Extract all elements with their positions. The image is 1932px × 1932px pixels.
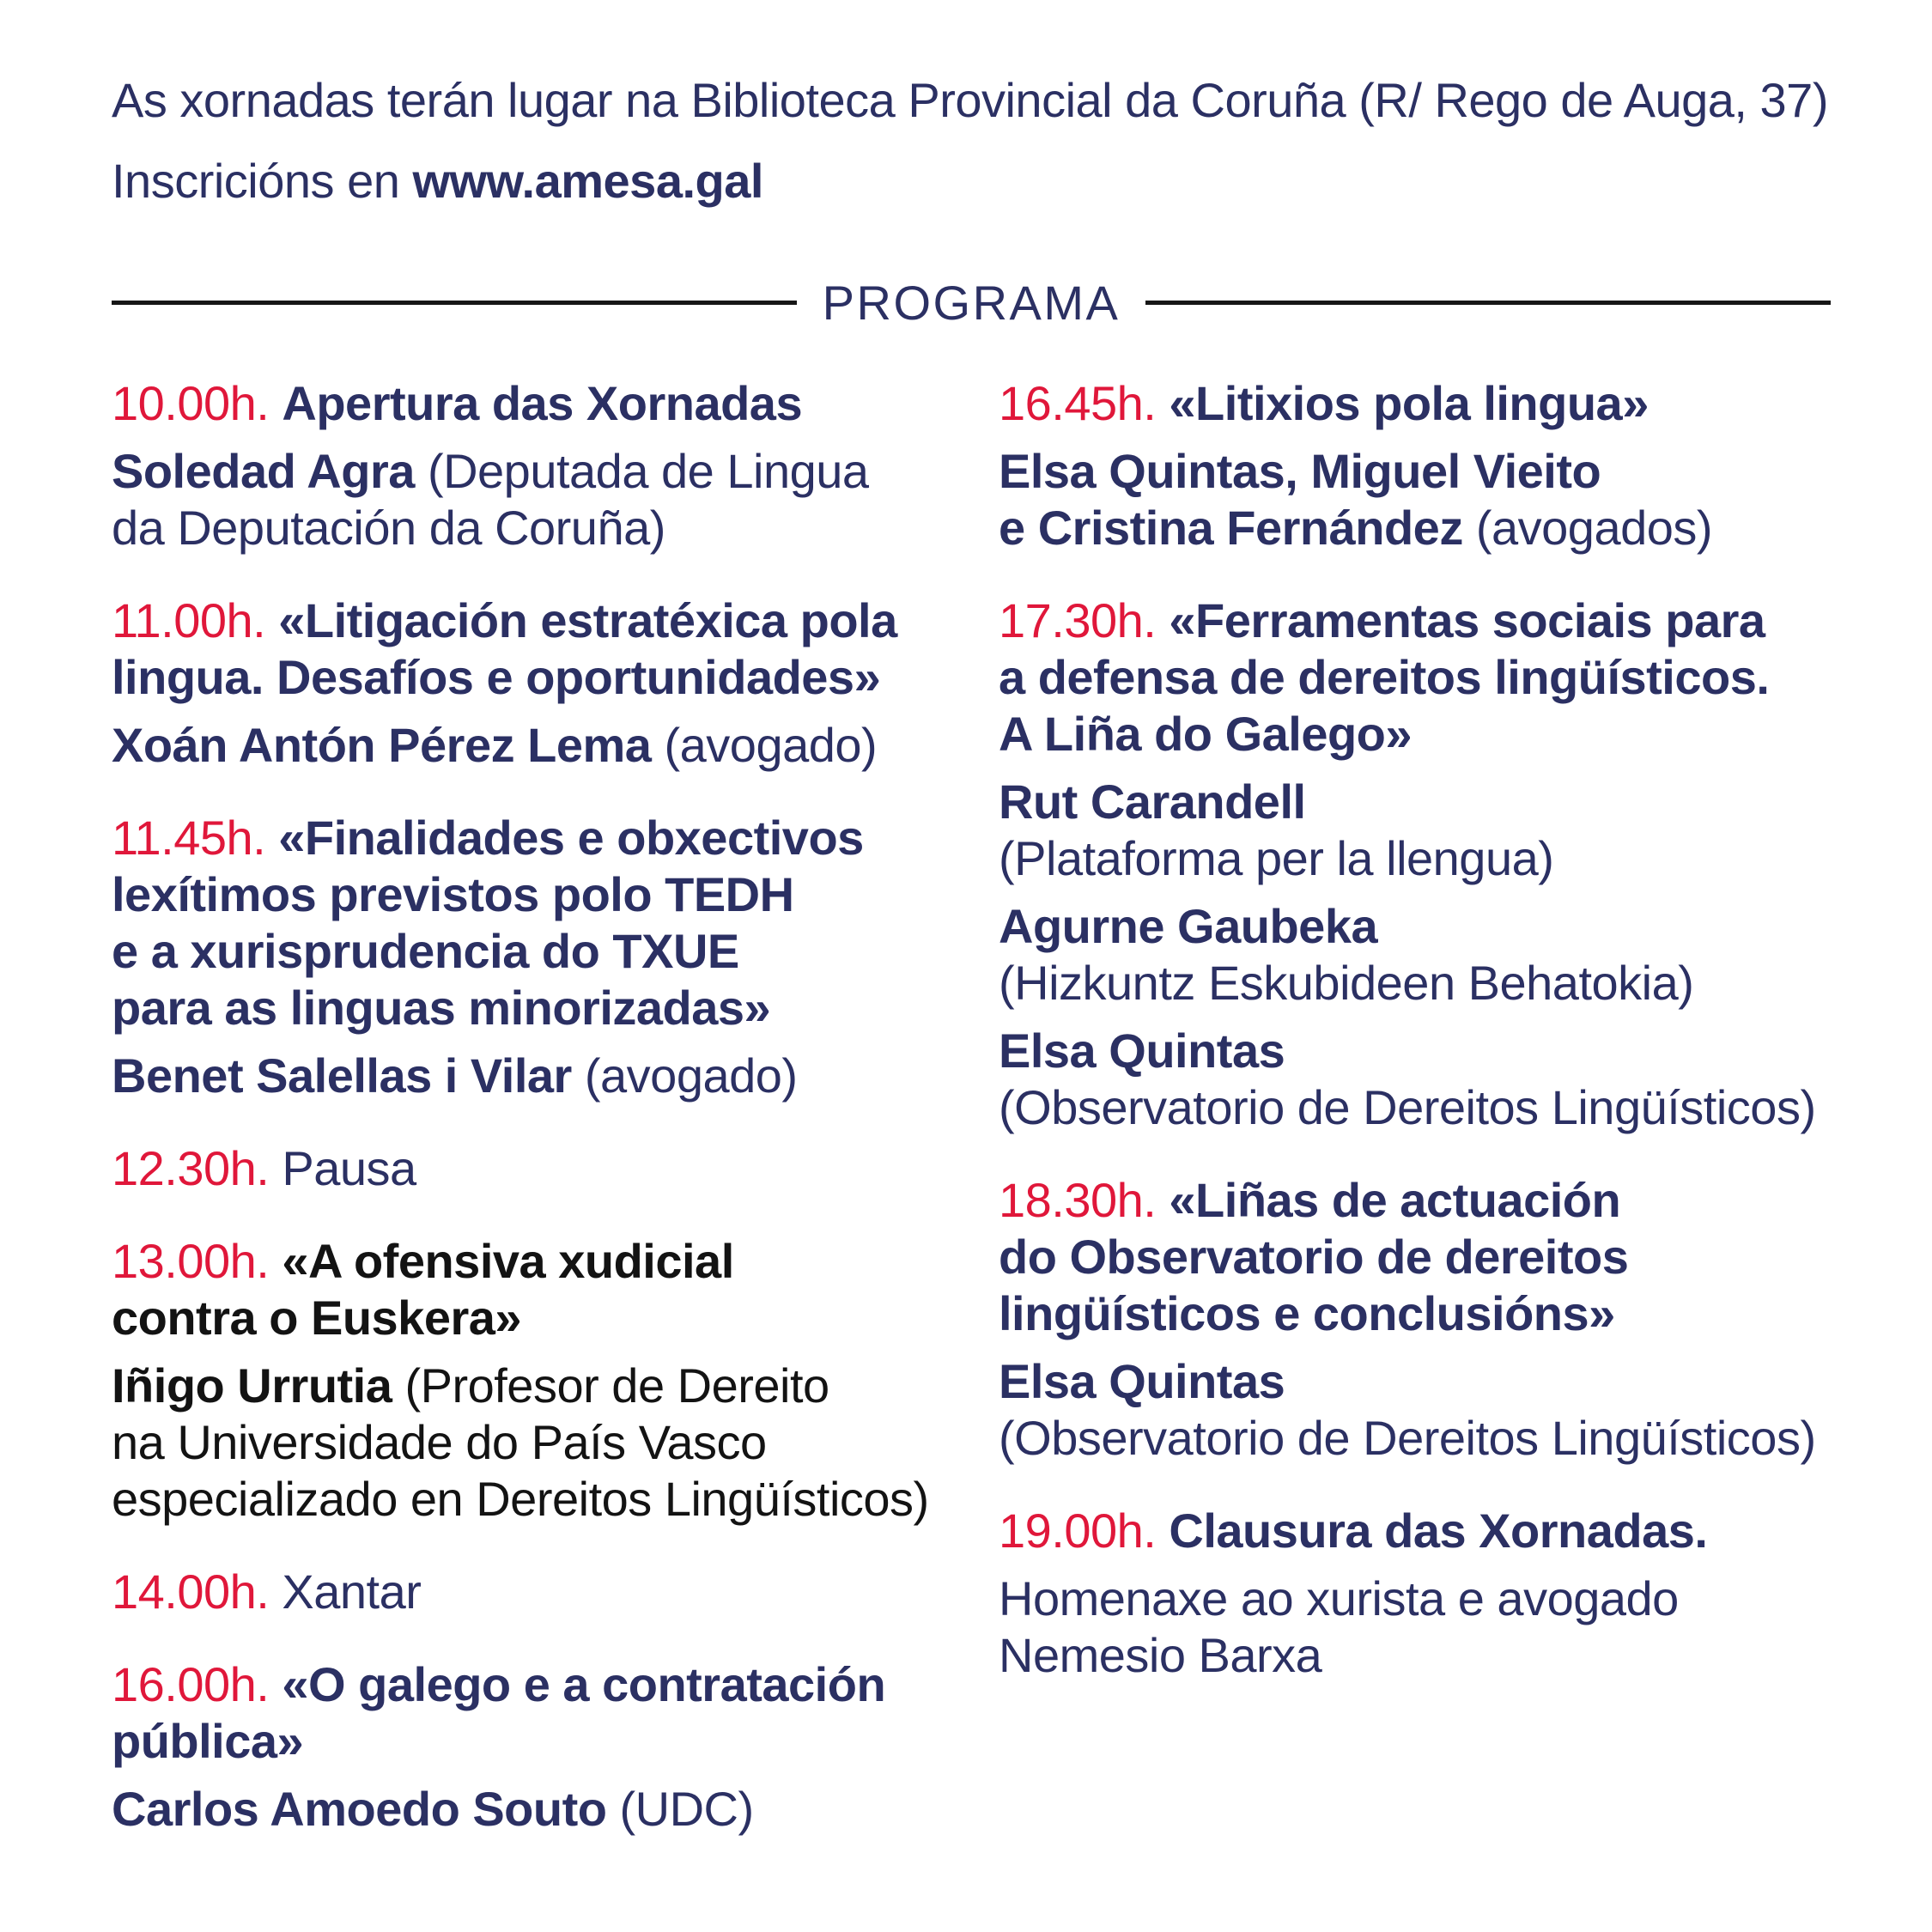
program-line [999,375,1831,432]
text-segment: especializado en Dereitos Lingüísticos) [112,1472,929,1526]
text-segment: Agurne Gaubeka [999,899,1378,953]
program-line [112,592,999,649]
program-entry [112,1140,999,1197]
program-line [112,1290,999,1346]
text-segment: (Observatorio de Dereitos Lingüísticos) [999,1411,1816,1465]
section-title: PROGRAMA [822,276,1121,330]
program-entry [999,1503,1831,1684]
program-line [999,443,1831,500]
text-segment: Benet Salellas i Vilar [112,1048,572,1103]
program-line [999,1285,1831,1342]
program-line [112,649,999,706]
text-segment: Soledad Agra [112,444,415,498]
text-segment: (avogado) [651,718,878,772]
heading-rule-left [112,301,797,305]
text-segment: A Liña do Galego» [999,707,1413,761]
text-segment: Elsa Quintas [999,1024,1285,1078]
program-line [112,866,999,923]
time-label: 13.00h. [112,1234,283,1288]
text-segment: Homenaxe ao xurista e avogado [999,1571,1679,1625]
program-line [999,1353,1831,1410]
program-line [999,1172,1831,1229]
text-segment: na Universidade do País Vasco [112,1415,767,1469]
program-line [999,830,1831,887]
program-line [112,500,999,556]
text-segment: «Liñas de actuación [1169,1173,1621,1227]
program-line [112,1233,999,1290]
program-line [112,717,999,774]
text-segment: Elsa Quintas [999,1354,1285,1408]
program-line [999,898,1831,955]
program-line [112,1414,999,1471]
text-segment: Xoán Antón Pérez Lema [112,718,652,772]
time-label: 16.45h. [999,376,1170,430]
programa-heading [112,275,1831,331]
program-entry [112,1233,999,1528]
program-line [112,1471,999,1528]
program-entry [112,1564,999,1620]
program-entry [112,810,999,1104]
text-segment: lingua. Desafíos e oportunidades» [112,650,881,704]
registration-line [112,141,1831,222]
text-segment: «Ferramentas sociais para [1169,593,1765,647]
time-label: 16.00h. [112,1657,283,1711]
text-segment: (avogados) [1462,501,1713,555]
text-segment: e a xurisprudencia do TXUE [112,924,739,978]
time-label: 11.45h. [112,811,279,865]
program-line [999,500,1831,556]
program-line [112,1656,999,1713]
time-label: 18.30h. [999,1173,1170,1227]
registration-text: Inscricións en [112,154,413,208]
text-segment: «O galego e a contratación [282,1657,886,1711]
program-entry [999,1172,1831,1467]
text-segment: «A ofensiva xudicial [282,1234,734,1288]
program-line [112,1781,999,1838]
program-line [999,774,1831,830]
registration-url: www.amesa.gal [412,154,763,208]
text-segment: Clausura das Xornadas. [1169,1504,1708,1558]
program-entry [112,375,999,556]
program-entry [112,592,999,774]
program-line [999,1627,1831,1684]
program-line [112,1048,999,1104]
text-segment: para as linguas minorizadas» [112,981,771,1035]
time-label: 11.00h. [112,593,279,647]
time-label: 14.00h. [112,1564,283,1619]
program-columns [112,375,1831,1874]
program-line [112,375,999,432]
program-line [999,1023,1831,1079]
text-segment: a defensa de dereitos lingüísticos. [999,650,1770,704]
text-segment: Nemesio Barxa [999,1628,1322,1682]
program-entry [112,1656,999,1838]
program-line [112,1713,999,1770]
program-line [999,1410,1831,1467]
program-entry [999,375,1831,556]
text-segment: Iñigo Urrutia [112,1358,392,1413]
program-column-left [112,375,999,1874]
text-segment: pública» [112,1714,304,1768]
program-entry [999,592,1831,1136]
program-line [999,592,1831,649]
program-line [999,706,1831,762]
text-segment: do Observatorio de dereitos [999,1230,1629,1284]
text-segment: lexítimos previstos polo TEDH [112,867,794,921]
program-line [999,955,1831,1012]
program-line [999,1229,1831,1285]
program-line [999,649,1831,706]
time-label: 10.00h. [112,376,283,430]
text-segment: (Profesor de Dereito [392,1358,829,1413]
text-segment: Apertura das Xornadas [282,376,803,430]
text-segment: contra o Euskera» [112,1291,522,1345]
text-segment: e Cristina Fernández [999,501,1463,555]
text-segment: Elsa Quintas, Miguel Vieito [999,444,1601,498]
program-line [112,923,999,980]
text-segment: Rut Carandell [999,775,1306,829]
intro-block [112,60,1831,222]
program-line [112,1140,999,1197]
program-line [112,1358,999,1414]
program-line [999,1571,1831,1627]
text-segment: (UDC) [606,1782,754,1836]
text-segment: Pausa [282,1141,416,1195]
heading-rule-right [1145,301,1831,305]
program-line [999,1503,1831,1559]
text-segment: Xantar [282,1564,422,1619]
text-segment: (Observatorio de Dereitos Lingüísticos) [999,1080,1816,1134]
text-segment: (avogado) [571,1048,798,1103]
program-line [112,810,999,866]
program-line [112,443,999,500]
text-segment: «Litigación estratéxica pola [278,593,897,647]
time-label: 17.30h. [999,593,1170,647]
time-label: 19.00h. [999,1504,1170,1558]
venue-line: As xornadas terán lugar na Biblioteca Provincial da Coruña (R/ Rego de Auga, 37) [112,73,1828,127]
program-line [112,1564,999,1620]
text-segment: lingüísticos e conclusións» [999,1286,1615,1340]
program-column-right [999,375,1831,1874]
time-label: 12.30h. [112,1141,283,1195]
text-segment: Carlos Amoedo Souto [112,1782,607,1836]
program-line [999,1079,1831,1136]
text-segment: (Plataforma per la llengua) [999,831,1554,885]
text-segment: «Finalidades e obxectivos [278,811,864,865]
text-segment: da Deputación da Coruña) [112,501,665,555]
text-segment: (Hizkuntz Eskubideen Behatokia) [999,956,1694,1010]
text-segment: (Deputada de Lingua [414,444,869,498]
text-segment: «Litixios pola lingua» [1169,376,1649,430]
program-line [112,980,999,1036]
